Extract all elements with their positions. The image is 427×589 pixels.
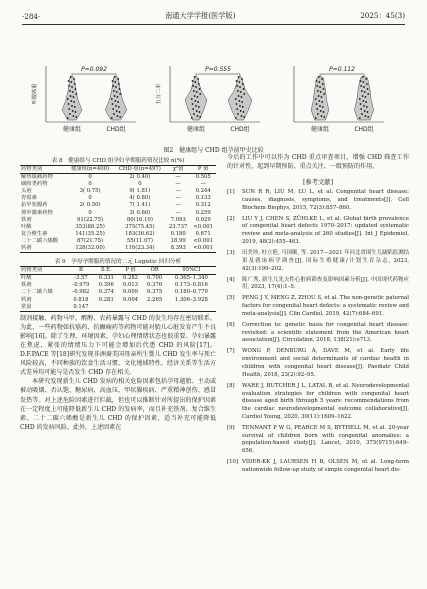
reference-number: [1] [227, 189, 235, 196]
table-cell: 116(23.34) [125, 245, 155, 252]
table-cell: -3.57 [74, 275, 88, 282]
table-cell: — [175, 181, 181, 188]
table-cell: -0.982 [72, 289, 90, 296]
table-row [20, 217, 216, 224]
table-cell: 青霉素 [21, 195, 37, 202]
table-row [20, 181, 216, 188]
table-cell: 叶酸 [21, 275, 32, 282]
table-cell: 头孢 [21, 188, 32, 195]
table-cell: 0.700 [147, 275, 163, 282]
table-row [20, 245, 216, 253]
reference-text: WARE J, BUTCHER J L, LATAL B, et al. Neurodevelopmental evaluation strategies for children with congenital heart disease aged birth through 5 years: recommendations from the cardiac neurodevelopmental outcome collaborative[J]. Cardiol Young, 2020, 30(11):1609–1622. [242, 382, 409, 420]
page-number: ·284· [22, 11, 41, 21]
table-cell: 0.376 [147, 282, 163, 289]
table-cell: <0.001 [193, 245, 213, 252]
table-cell: 0 [88, 195, 92, 202]
table-cell: 0 [88, 209, 92, 216]
table-cell: 2( 0.40) [129, 174, 151, 181]
table-header-cell: S.E. [100, 267, 112, 274]
table-header-cell: CHD 组(n=497) [118, 166, 161, 172]
reference-text: 陈广秀. 新生儿先天性心脏病筛查及影响因素分析[J]. 中国现代药物应用, 2023, 17(4):1–5. [242, 276, 409, 291]
table-cell: — [175, 174, 181, 181]
svg-text:五分二米: 五分二米 [156, 83, 162, 105]
reference-number: [7] [227, 348, 235, 355]
table-cell: 183(36.62) [125, 230, 155, 237]
table-cell: 0.375 [147, 289, 163, 296]
body-paragraph-1: 制剂接触、药物马甲、醉醇、农药暴露与 CHD 的发生均存在密切联系。为此，一些药物如抗癌药、抗癫痫药等药物可能对胎儿心脏发育产生不良影响[16]。除了生理、环境因素，孕妇心理情绪状态也很重要。孕妇暴露在焦虑、紧张的情绪压力下可能会增加后代患 CHD 的风险[17]。D.F.PACE 等[18]研究发现非洲裔美国母亲所生婴儿 CHD 发生率与死亡风险较高，不同种族的饮食生活习惯、文化地域特性、经济关系等生活方式差异均可能与是否发生 CHD 存在相关。 [20, 314, 216, 377]
svg-text:叶酸体重: 叶酸体重 [32, 83, 38, 105]
table-row [20, 304, 216, 312]
table-row [20, 188, 216, 195]
table-cell: 0.013 [122, 282, 139, 289]
table-cell: 二十二碳六烯酸 [21, 237, 59, 244]
table-cell: 128(32.00) [75, 245, 105, 252]
table-cell: 7.093 [170, 216, 186, 223]
table-row [20, 202, 216, 209]
svg-text:P=0.555: P=0.555 [205, 66, 231, 73]
reference-item [227, 295, 409, 318]
table-cell: 0.312 [195, 202, 211, 209]
reference-text: Correction to: genetic basis for congenital heart disease: revisited: a scientific statement from the American heart association[J]. Circulation, 2018, 138(21):e713. [242, 321, 409, 344]
reference-text: LIU Y J, CHEN S, ZÜHLKE L, et al. Global birth prevalence of congenital heart defects 1970–2017: updated systematic review and meta-analysis of 260 studies[J]. Int J Epidemiol, 2019, 48(2):455–463. [242, 215, 409, 245]
reference-item [227, 383, 409, 422]
table-cell: 二十二碳六烯 [21, 289, 53, 296]
table-cell: 抑甲激素药物 [21, 209, 53, 216]
table-cell: 复合维生素 [21, 230, 48, 237]
table-header-cell: 95%CI [182, 267, 201, 274]
table9-caption: 表 9 孕母孕期服药情况的二元 Logistic 回归分析 [54, 259, 182, 266]
reference-text: PENG J Y, MENG Z, ZHOU S, et al. The non-genetic paternal factors for congenital heart defects: a systematic review and meta-analysis[J]. Clin Cardiol, 2019, 42(7):684–691. [242, 295, 409, 317]
reference-item [227, 216, 409, 247]
table-row [20, 275, 216, 283]
table-row [20, 224, 216, 231]
svg-text:CHD组: CHD组 [106, 126, 126, 133]
reference-item [227, 189, 409, 212]
violin-panel-3 [276, 62, 388, 138]
table-cell: 0 [88, 181, 92, 188]
table-cell: 0.009 [122, 289, 139, 296]
table-cell: 0.244 [195, 188, 211, 195]
table-row [20, 289, 216, 296]
reference-item [227, 348, 409, 379]
table-row [20, 210, 216, 217]
reference-number: [9] [227, 424, 235, 431]
references-heading: [参考文献] [302, 179, 334, 187]
table-cell: <0.001 [193, 237, 213, 244]
table-cell: 7( 1.41) [129, 202, 151, 209]
table-cell: 0.282 [122, 275, 139, 282]
table-cell: <0.001 [193, 223, 213, 230]
reference-item [227, 425, 409, 456]
table-header-cell: P 值 [125, 267, 136, 274]
table9 [20, 266, 216, 312]
table-cell: 0.133 [195, 195, 211, 202]
reference-item [227, 459, 409, 475]
table-cell: 0.173–0.816 [174, 282, 208, 289]
svg-text:健康组: 健康组 [310, 126, 330, 133]
reference-number: [6] [227, 321, 235, 328]
table-row [20, 297, 216, 304]
table-cell: 141(35.25) [75, 230, 105, 237]
violin-panel-2 [152, 62, 264, 138]
table-header-cell: 药物类别 [21, 267, 43, 274]
table-cell: 0.281 [98, 296, 114, 303]
reference-number: [3] [227, 250, 235, 257]
table-cell: 55(11.07) [126, 237, 153, 244]
table-cell: 2( 0.50) [79, 202, 101, 209]
table-cell: 0.180 [170, 230, 186, 237]
reference-text: WONG P, DENBURG A, DAVE M, et al. Early life environment and social determinants of cardiac health in children with congenital heart disease[J]. Paediatr Child Health, 2018, 23(2):92–95. [242, 348, 409, 378]
table-cell: 钙剂 [21, 296, 32, 303]
table-cell: — [175, 188, 181, 195]
table-cell: 0.374 [98, 289, 114, 296]
table-cell: 0.180–0.779 [174, 289, 208, 296]
table-cell: 23.737 [168, 223, 188, 230]
table-cell: 18.99 [170, 237, 186, 244]
reference-item [227, 277, 409, 293]
reference-text: TENNANT P W G, PEARCE M S, BYTHELL M, et al. 20-year survival of children born with congenital anomalies: a population-based study[J]. Lancet, 2010, 375(9715):649–656. [242, 424, 409, 455]
table8 [20, 165, 216, 253]
table-cell: 0.818 [73, 296, 89, 303]
reference-text: 田美珍, 杜立艳, 马国顺, 等. 2017—2021 年河北省围生儿缺陷监测结果及就床病学调查[J]. 国际生殖健康/计划生育杂志, 2023, 42(3):199–202. [242, 250, 409, 272]
reference-number: [10] [227, 459, 239, 466]
table-cell [143, 304, 167, 312]
table-cell: 3( 0.60) [129, 209, 151, 216]
table-cell: 0.029 [195, 216, 211, 223]
table8-caption: 表 8 健康组与 CHD 组孕妇孕期服药情况比较 n(%) [51, 158, 185, 164]
table-cell: 磺胺类药物 [21, 181, 48, 188]
table-cell: 0.505 [195, 174, 211, 181]
table-header-cell: 健康组(n=400) [71, 166, 110, 172]
table-cell: — [175, 202, 181, 209]
table-cell [118, 304, 142, 312]
table-cell: 0.259 [195, 209, 211, 216]
figure-caption: 图2 健康组与 CHD 组孕前甲史比较 [163, 147, 264, 154]
table-cell: — [200, 181, 206, 188]
table-header-cell: P 值 [197, 166, 209, 172]
body-paragraph-3: 今后的工作中可以作为 CHD 重点审查项目，增强 CHD 筛查工作的针对性，起到早期预防、重点关注、一级预防的作用。 [227, 154, 409, 171]
body-paragraph-2: 本研究发现新生儿 CHD 发病的相关危险因素包括孕母越胎、主动或被动吸烟、否认饱、糖尿病、高血压、甲状腺疾病、严重精神创伤、感冒发热等。对上述危险因素进行拦截，但也可以推断针对所提出的保护因素在一定程度上可能降低新生儿 CHD 的发病率，而且补充铁剂、复合维生素、二十二碳六烯酸是新生儿 CHD 的保护因素，适当补充可能降低 CHD 的发病风险。此外，上述因素在 [20, 378, 216, 431]
table-cell: -0.979 [72, 282, 90, 289]
table-cell: 抗甲状腺药 [21, 202, 48, 209]
reference-item [227, 250, 409, 273]
reference-number: [4] [227, 276, 235, 283]
svg-text:P=0.112: P=0.112 [329, 66, 355, 73]
table-cell: 80(16.10) [126, 216, 153, 223]
table-cell: 钙剂 [21, 245, 32, 252]
svg-text:健康组: 健康组 [62, 126, 82, 133]
svg-text:P=0.092: P=0.092 [81, 66, 107, 73]
reference-number: [2] [227, 215, 235, 222]
journal-issue: 2025：45(3) [360, 11, 405, 20]
violin-panel-1 [28, 62, 140, 138]
reference-number: [5] [227, 295, 235, 302]
table-cell: 0 [138, 181, 142, 188]
table-cell: 0.671 [195, 230, 211, 237]
table-cell: 91(22.75) [77, 216, 104, 223]
header-rule [22, 24, 405, 25]
reference-text: SUN R R, LIU M, LU L, et al. Congenital heart disease: causes, diagnosis, symptoms, and treatments[J]. Cell Biochem Biophys, 2015, 72(3):857–860. [242, 189, 409, 211]
table-cell: 叶酸 [21, 223, 32, 230]
table-row [20, 231, 216, 238]
table-cell: 铁剂 [21, 216, 32, 223]
table-header-cell: 药物类别 [21, 166, 43, 172]
table-cell: 9( 1.81) [129, 188, 151, 195]
table-header-cell: χ²值 [172, 166, 184, 172]
table-row [20, 238, 216, 245]
reference-number: [8] [227, 382, 235, 389]
table-cell: 0.004 [122, 296, 139, 303]
table-cell: 2.265 [147, 296, 163, 303]
table-cell: 0 [88, 174, 92, 181]
table-cell: 0.331 [98, 275, 114, 282]
table-cell [167, 304, 216, 312]
table-cell: — [175, 209, 181, 216]
table-cell: 353(88.25) [75, 223, 105, 230]
table-cell: 解热镇痛药物 [21, 174, 53, 181]
table-cell [94, 304, 118, 312]
left-column [20, 153, 216, 432]
table-cell: 8.393 [170, 245, 186, 252]
table-cell: 常量 [21, 303, 32, 310]
right-column [227, 153, 409, 478]
table-header-cell: B [78, 267, 83, 274]
running-header [22, 9, 405, 23]
svg-text:CHD组: CHD组 [230, 126, 250, 133]
table-cell: 1.306–3.928 [174, 296, 208, 303]
table-cell: 0.365–1.340 [174, 275, 208, 282]
reference-list [227, 189, 409, 474]
table-cell: 3( 0.75) [79, 188, 101, 195]
reference-item [227, 322, 409, 345]
table-row [20, 174, 216, 182]
table-cell: 0.396 [98, 282, 114, 289]
table-header-cell: OR [150, 267, 159, 274]
table-cell: 87(21.75) [77, 237, 104, 244]
table-cell: 铁剂 [21, 282, 32, 289]
svg-text:CHD组: CHD组 [354, 126, 374, 133]
reference-text: VIDER-KK J, LAURSEN H B, OLSEN M, et al. Long-term nationwide follow-up study of simple congenital heart dis- [242, 459, 409, 473]
table-cell: 375(75.45) [125, 223, 155, 230]
table-cell: 4( 0.80) [129, 195, 151, 202]
table-cell: 0.147 [73, 303, 89, 310]
svg-text:健康组: 健康组 [186, 126, 206, 133]
table-cell: — [175, 195, 181, 202]
journal-name: 南通大学学报(医学版) [165, 11, 236, 20]
table-row [20, 195, 216, 202]
